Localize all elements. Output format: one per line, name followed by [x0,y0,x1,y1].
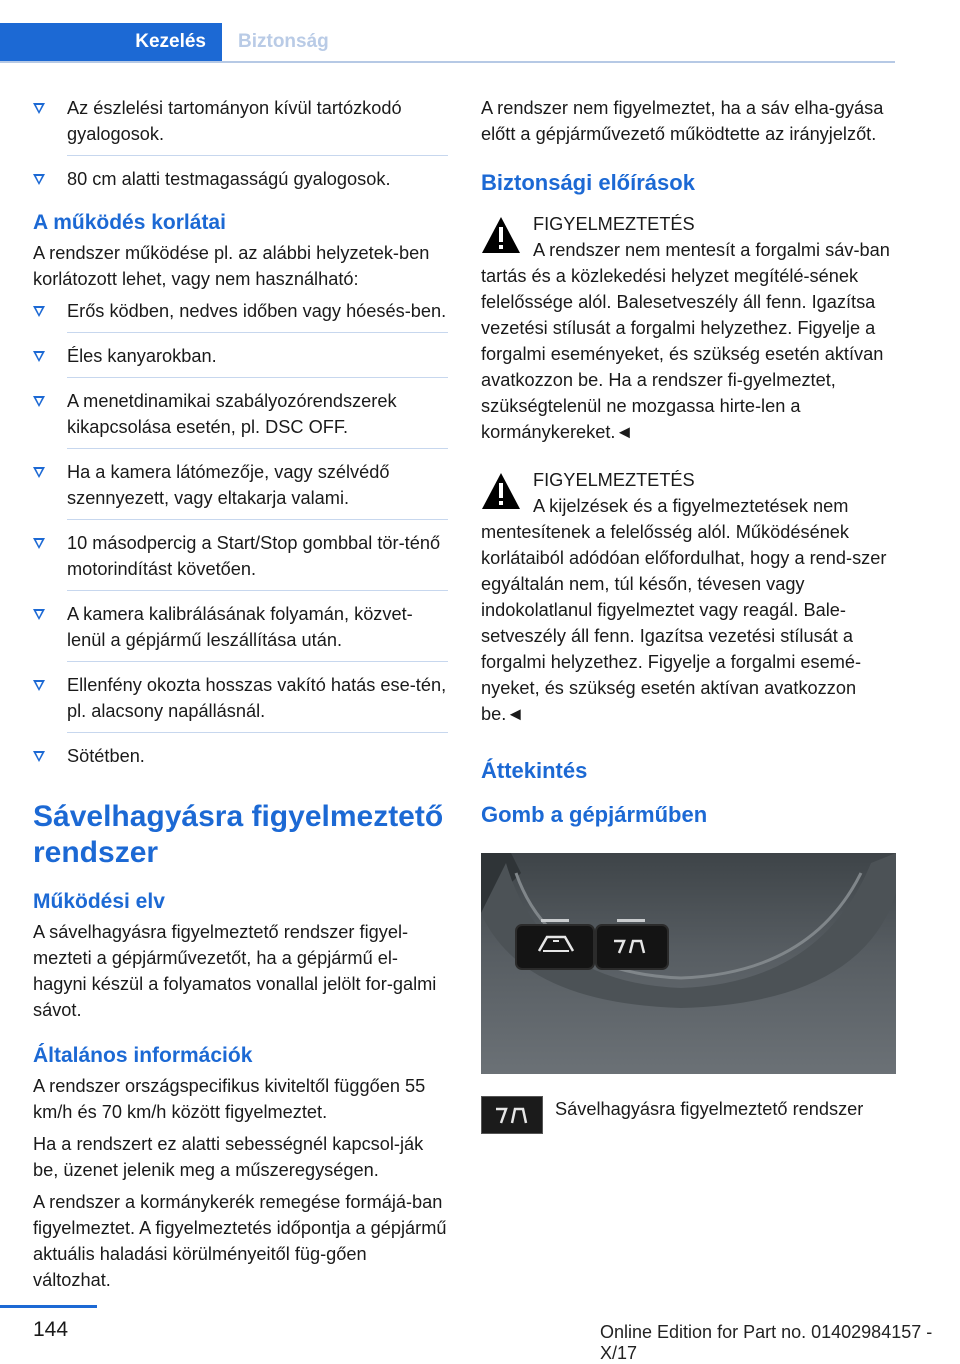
paragraph: A sávelhagyásra figyelmeztető rendszer figyel-mezteti a gépjárművezetőt, ha a gépjármű el-hagyni készül a folyamatos vonallal jelölt for-galmi sávot. [33,922,437,1020]
bullet-triangle-icon [33,306,45,317]
bullet-triangle-icon [33,174,45,185]
button-panel-illustration [481,853,896,1074]
vehicle-button-photo [481,853,896,1074]
right-column [481,95,896,1140]
tab-kezeles[interactable]: Kezelés [0,23,222,61]
subsection-heading: Gomb a gépjárműben [481,802,708,827]
page-number: 144 [33,1318,69,1341]
list-item-text: 80 cm alatti testmagasságú gyalogosok. [67,169,391,189]
section-heading: A működés korlátai [33,211,226,234]
bullet-triangle-icon [33,103,45,114]
footer-accent-line [0,1305,97,1308]
list-item [33,343,448,369]
list-item-text: Ellenfény okozta hosszas vakító hatás ese-tén, pl. alacsony napállásnál. [67,675,447,721]
list-item-text: A kamera kalibrálásának folyamán, közvet-lenül a gépjármű leszállítása után. [67,604,413,650]
chapter-heading: Sávelhagyásra figyelmeztető rendszer [33,800,444,869]
list-item [33,388,448,440]
list-item-text: Sötétben. [67,746,145,766]
list-item [33,743,448,769]
warning-text: A kijelzések és a figyelmeztetések nem mentesítenek a felelősség alól. Működésének korlátaiból adódóan előfordulhat, hogy a rend-szer egyáltalán nem, túl későn, tévesen vagy indokolatlanul figyelmeztet vagy reagál. Bale-setveszély áll fenn. Igazítsa vezetési stílusát a forgalmi helyzethez. Figyelje a forgalmi esemé-nyeket, és szükség esetén aktívan avatkozzon be.◄ [481,496,887,724]
divider [67,590,448,591]
chapter-tabbar [0,23,895,63]
warning-block [481,467,896,727]
paragraph: A rendszer működése pl. az alábbi helyzetek-ben korlátozott lehet, vagy nem használható: [33,243,430,289]
list-item-text: Éles kanyarokban. [67,346,217,366]
warning-text: A rendszer nem mentesít a forgalmi sáv-ban tartás és a közlekedési helyzet megítélé-sének felelőssége alól. Balesetveszély áll fenn. Igazítsa vezetési stílusát a forgalmi helyzethez. Figyelje a forgalmi eseményeket, és szükség esetén aktívan avatkozzon be. Ha a rendszer fi-gyelmeztet, szükségtelenül ne mozgassa hirte-len a kormánykereket.◄ [481,240,890,442]
divider [67,332,448,333]
bullet-triangle-icon [33,351,45,362]
divider [67,661,448,662]
paragraph: A rendszer a kormánykerék remegése formájá-ban figyelmeztet. A figyelmeztetés időpontja a gépjármű aktuális haladási körülményeitől füg-gően változhat. [33,1192,447,1290]
list-item [33,166,448,192]
warning-title: FIGYELMEZTETÉS [533,214,695,234]
paragraph: Ha a rendszert ez alatti sebességnél kapcsol-ják be, üzenet jelenik meg a műszeregységen. [33,1134,424,1180]
bullet-triangle-icon [33,538,45,549]
warning-block [481,211,896,445]
bullet-triangle-icon [33,467,45,478]
bullet-triangle-icon [33,680,45,691]
list-item-text: Az észlelési tartományon kívül tartózkodó gyalogosok. [67,98,402,144]
paragraph: A rendszer nem figyelmeztet, ha a sáv elha-gyása előtt a gépjárművezető működtette az irányjelzőt. [481,98,884,144]
list-item [33,298,448,324]
list-item-text: Erős ködben, nedves időben vagy hóesés-ben. [67,301,447,321]
left-column [33,95,448,1299]
list-item-text: A menetdinamikai szabályozórendszerek kikapcsolása esetén, pl. DSC OFF. [67,391,397,437]
divider [67,732,448,733]
section-heading: Működési elv [33,890,165,913]
tab-biztonsag[interactable]: Biztonság [238,31,329,52]
warning-title: FIGYELMEZTETÉS [533,470,695,490]
divider [67,377,448,378]
divider [67,155,448,156]
section-heading: Áttekintés [481,758,588,783]
warning-triangle-icon [481,471,521,511]
list-item [33,672,448,724]
paragraph: A rendszer országspecifikus kiviteltől függően 55 km/h és 70 km/h között figyelmeztet. [33,1076,426,1122]
list-item-text: 10 másodpercig a Start/Stop gombbal tör-ténő motorindítást követően. [67,533,441,579]
edition-note: Online Edition for Part no. 01402984157 - X/17 [600,1322,933,1363]
warning-triangle-icon [481,215,521,255]
bullet-triangle-icon [33,396,45,407]
figure-caption [481,1096,896,1140]
caption-text: Sávelhagyásra figyelmeztető rendszer [555,1099,864,1119]
section-heading: Biztonsági előírások [481,170,695,195]
bullet-triangle-icon [33,751,45,762]
list-item [33,95,448,147]
bullet-triangle-icon [33,609,45,620]
list-item [33,530,448,582]
divider [67,448,448,449]
list-item-text: Ha a kamera látómezője, vagy szélvédő szennyezett, vagy eltakarja valami. [67,462,390,508]
list-item [33,601,448,653]
section-heading: Általános információk [33,1044,253,1067]
list-item [33,459,448,511]
tabbar-divider [0,61,895,63]
divider [67,519,448,520]
lane-departure-button-icon [481,1096,543,1134]
